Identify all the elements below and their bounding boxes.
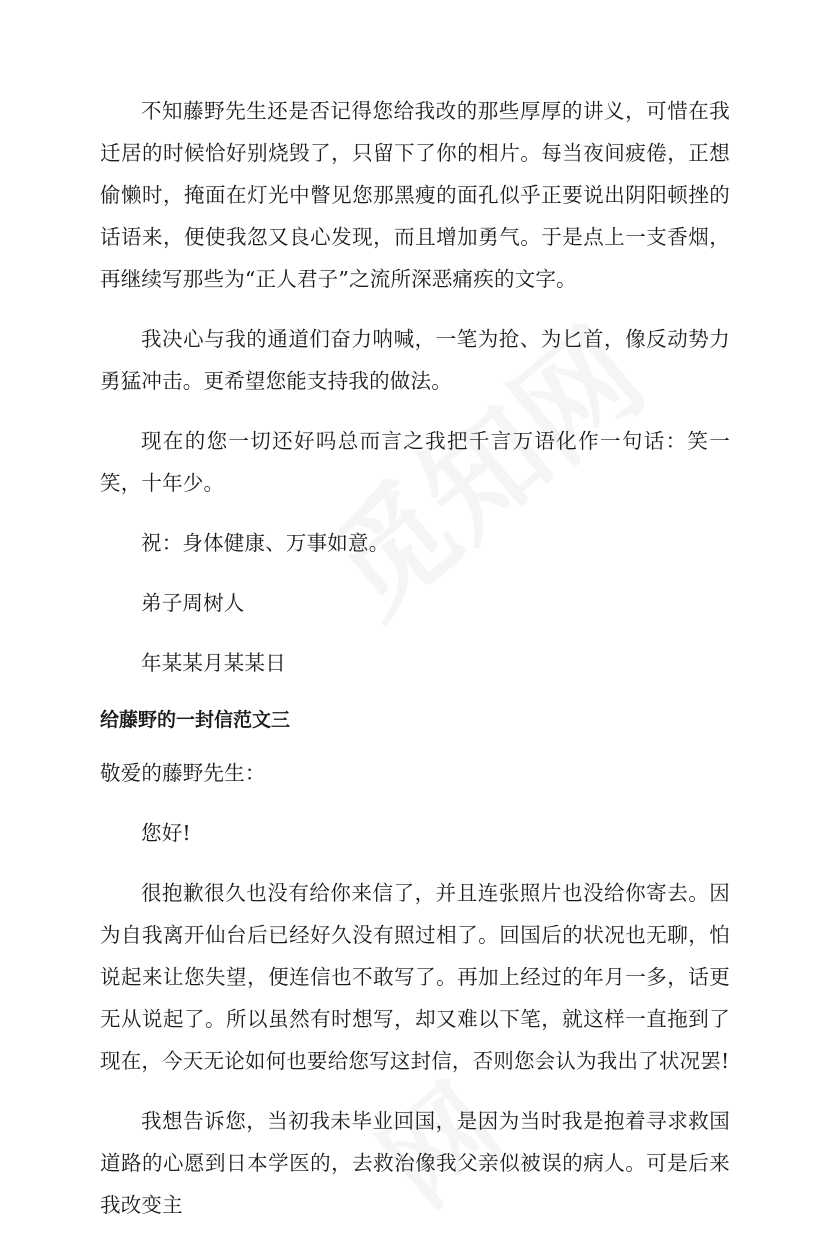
section-heading: 给藤野的一封信范文三 bbox=[100, 709, 291, 731]
letter-paragraph: 我决心与我的通道们奋力呐喊，一笔为抢、为匕首，像反动势力勇猛冲击。更希望您能支持我的做法。 bbox=[100, 327, 730, 393]
document-body bbox=[100, 90, 730, 1244]
letter-paragraph: 现在的您一切还好吗总而言之我把千言万语化作一句话：笑一笑，十年少。 bbox=[100, 429, 730, 495]
closing-wish: 祝：身体健康、万事如意。 bbox=[141, 531, 390, 555]
section-paragraph: 我想告诉您，当初我未毕业回国，是因为当时我是抱着寻求救国道路的心愿到日本学医的，去救治像我父亲似被误的病人。可是后来我改变主 bbox=[100, 1109, 730, 1217]
signature: 弟子周树人 bbox=[141, 591, 245, 615]
letter-paragraph: 不知藤野先生还是否记得您给我改的那些厚厚的讲义，可惜在我迁居的时候恰好别烧毁了，只留下了你的相片。每当夜间疲倦，正想偷懒时，掩面在灯光中瞥见您那黑瘦的面孔似乎正要说出阴阳顿挫的话语来，便使我忽又良心发现，而且增加勇气。于是点上一支香烟，再继续写那些为“正人君子”之流所深恶痛疾的文字。 bbox=[100, 99, 730, 291]
greeting: 您好! bbox=[141, 821, 191, 845]
salutation: 敬爱的藤野先生： bbox=[100, 761, 266, 785]
date-line: 年某某月某某日 bbox=[141, 651, 286, 675]
section-paragraph: 很抱歉很久也没有给你来信了，并且连张照片也没给你寄去。因为自我离开仙台后已经好久没有照过相了。回国后的状况也无聊，怕说起来让您失望，便连信也不敢写了。再加上经过的年月一多，话更无从说起了。所以虽然有时想写，却又难以下笔，就这样一直拖到了现在，今天无论如何也要给您写这封信，否则您会认为我出了状况罢! bbox=[100, 881, 730, 1073]
